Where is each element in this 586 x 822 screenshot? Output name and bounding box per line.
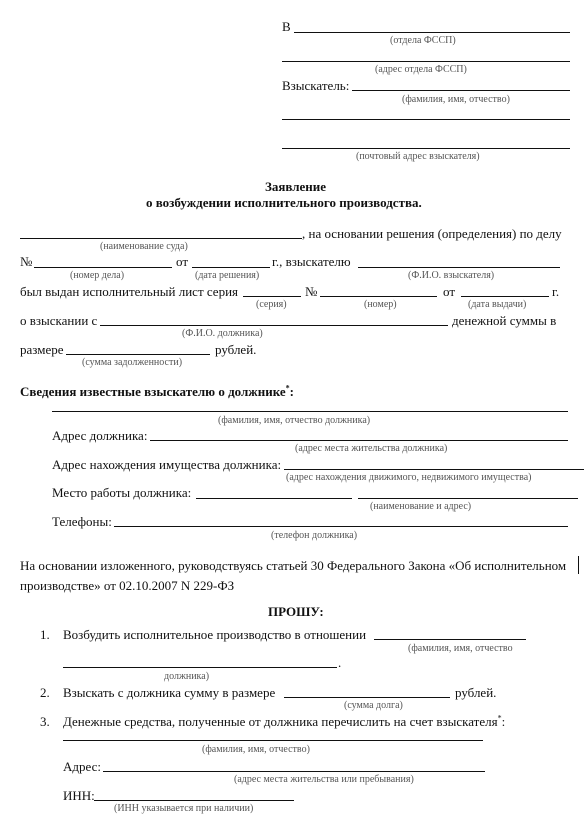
series-hint: (серия): [256, 299, 287, 310]
decision-date-hint: (дата решения): [195, 270, 260, 281]
court-name-line[interactable]: [20, 238, 302, 239]
item-2-number: 2.: [40, 685, 50, 700]
case-number-line[interactable]: [34, 267, 172, 268]
issue-date-hint: (дата выдачи): [468, 299, 527, 310]
debtor-fio-line[interactable]: [100, 325, 448, 326]
item-1-dot: .: [338, 655, 342, 670]
phones-line[interactable]: [114, 526, 568, 527]
property-hint: (адрес нахождения движимого, недвижимого имущества): [286, 472, 532, 483]
claimant-address-line-2[interactable]: [282, 148, 570, 149]
court-hint: (наименование суда): [100, 241, 188, 252]
inn-hint: (ИНН указывается при наличии): [114, 803, 254, 814]
phones-hint: (телефон должника): [271, 530, 358, 541]
fssp-dept-hint: (отдела ФССП): [390, 35, 456, 46]
amount-label: размере: [20, 342, 64, 357]
debtor-name-hint: (фамилия, имя, отчество должника): [218, 415, 371, 426]
case-hint: (номер дела): [70, 270, 125, 281]
ot-text: от: [176, 254, 189, 269]
claimant-name-hint: (фамилия, имя, отчество): [402, 94, 510, 105]
fssp-address-line[interactable]: [282, 61, 570, 62]
basis-line-1: На основании изложенного, руководствуясь статьей 30 Федерального Закона «Об исполнительном: [20, 558, 567, 573]
text-cursor-bar: [578, 556, 579, 574]
case-number-sign: №: [20, 254, 33, 269]
debtor-address-hint: (адрес места жительства должника): [295, 443, 448, 454]
item-1-hint-a: (фамилия, имя, отчество: [408, 643, 513, 654]
fssp-address-hint: (адрес отдела ФССП): [375, 64, 467, 75]
item-3-address-hint: (адрес места жительства или пребывания): [234, 774, 414, 785]
item-3-text: Денежные средства, полученные от должника перечислить на счет взыскателя*:: [63, 713, 506, 729]
property-label: Адрес нахождения имущества должника:: [52, 457, 282, 472]
debtor-name-line[interactable]: [52, 411, 568, 412]
title-line-2: о возбуждении исполнительного производства.: [146, 195, 422, 210]
basis-line-2: производстве» от 02.10.2007 N 229-ФЗ: [20, 578, 235, 593]
decision-date-line[interactable]: [192, 267, 270, 268]
recovery-from-text: о взыскании с: [20, 313, 98, 328]
work-hint: (наименование и адрес): [370, 501, 472, 512]
item-1-text: Возбудить исполнительное производство в отношении: [63, 627, 367, 642]
item-2-rubles: рублей.: [455, 685, 497, 700]
money-sum-text: денежной суммы в: [452, 313, 557, 328]
issue-date-line[interactable]: [461, 296, 549, 297]
inn-line[interactable]: [94, 800, 294, 801]
g-text: г.: [552, 284, 560, 299]
series-line[interactable]: [243, 296, 301, 297]
writ-number-line[interactable]: [320, 296, 437, 297]
property-line[interactable]: [284, 469, 584, 470]
item-1-name-line-a[interactable]: [374, 639, 526, 640]
inn-label: ИНН:: [63, 788, 95, 803]
claimant-fio-hint: (Ф.И.О. взыскателя): [408, 270, 495, 281]
claimant-label: Взыскатель:: [282, 78, 350, 93]
item-3-name-line[interactable]: [63, 740, 483, 741]
work-name-line[interactable]: [196, 498, 352, 499]
writ-number-sign: №: [305, 284, 318, 299]
issued-text: был выдан исполнительный лист серия: [20, 284, 239, 299]
fssp-dept-line[interactable]: [294, 32, 570, 33]
item-1-number: 1.: [40, 627, 50, 642]
claimant-address-hint: (почтовый адрес взыскателя): [356, 151, 480, 162]
request-heading: ПРОШУ:: [268, 604, 324, 619]
item-3-address-label: Адрес:: [63, 759, 101, 774]
item-3-number: 3.: [40, 714, 50, 729]
ot2-text: от: [443, 284, 456, 299]
writ-number-hint: (номер): [364, 299, 397, 310]
rubles-text: рублей.: [215, 342, 257, 357]
to-prefix: В: [282, 19, 291, 34]
claimant-fio-line[interactable]: [358, 267, 560, 268]
title-line-1: Заявление: [265, 179, 327, 194]
claimant-address-line-1[interactable]: [282, 119, 570, 120]
item-2-sum-line[interactable]: [284, 697, 450, 698]
work-label: Место работы должника:: [52, 485, 192, 500]
phones-label: Телефоны:: [52, 514, 112, 529]
debt-sum-line[interactable]: [66, 354, 210, 355]
claimant-name-line[interactable]: [352, 90, 570, 91]
item-3-name-hint: (фамилия, имя, отчество): [202, 744, 310, 755]
item-2-text: Взыскать с должника сумму в размере: [63, 685, 276, 700]
debt-sum-hint: (сумма задолженности): [82, 357, 183, 368]
item-2-hint: (сумма долга): [344, 700, 403, 711]
item-1-hint-b: должника): [164, 671, 210, 682]
g-vzysk-text: г., взыскателю: [272, 254, 351, 269]
on-basis-text: , на основании решения (определения) по делу: [302, 226, 562, 241]
debtor-fio-hint: (Ф.И.О. должника): [182, 328, 263, 339]
debtor-info-heading: Сведения известные взыскателю о должнике*:: [20, 383, 294, 399]
work-address-line[interactable]: [358, 498, 578, 499]
item-3-address-line[interactable]: [103, 771, 485, 772]
debtor-address-label: Адрес должника:: [52, 428, 148, 443]
item-1-name-line-b[interactable]: [63, 667, 337, 668]
debtor-address-line[interactable]: [150, 440, 568, 441]
